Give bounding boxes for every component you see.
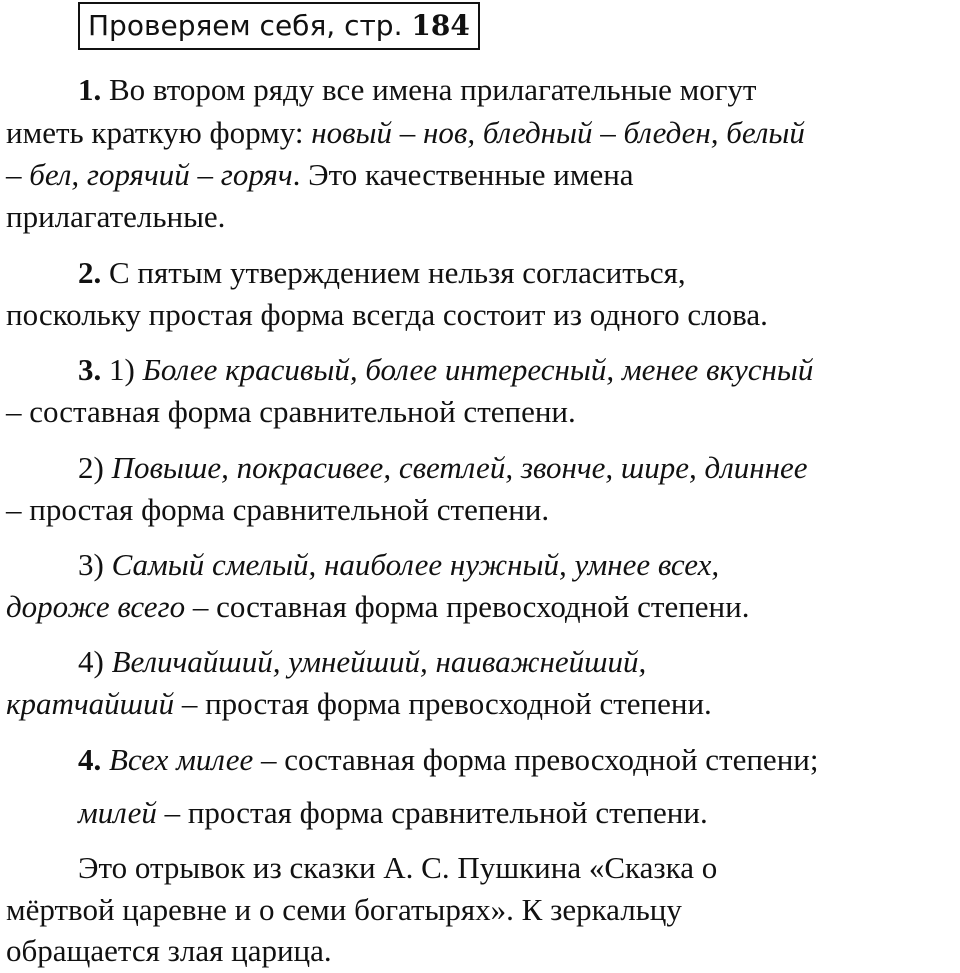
answer-4-number: 4. xyxy=(78,742,102,777)
answer-3-item-3 xyxy=(78,547,719,583)
item-2-text: – простая форма сравнительной степени. xyxy=(6,492,550,527)
answer-1-examples-2: – бел, горячий – горяч xyxy=(6,157,293,192)
closing-text-3: обращается злая царица. xyxy=(6,933,332,968)
answer-2-text: С пятым утверждением нельзя согласиться, xyxy=(101,255,686,290)
closing-line-2 xyxy=(6,892,682,928)
answer-3-item-2 xyxy=(78,450,808,486)
item-1-marker: 1) xyxy=(101,352,143,387)
item-1-text: – составная форма сравнительной степени. xyxy=(6,394,576,429)
answer-1-text: Во втором ряду все имена прилагательные могут xyxy=(101,72,757,107)
answer-3-item-2-line-2 xyxy=(6,492,549,528)
item-2-marker: 2) xyxy=(78,450,112,485)
item-4-examples: Величайший, умнейший, наиважнейший, xyxy=(111,644,647,679)
answer-3-item-3-line-2 xyxy=(6,589,749,625)
closing-text-2: мёртвой царевне и о семи богатырях». К зеркальцу xyxy=(6,892,682,927)
answer-3-item-1 xyxy=(78,352,813,388)
answer-3-item-4 xyxy=(78,644,646,680)
item-3-examples: Самый смелый, наиболее нужный, умнее всех, xyxy=(111,547,720,582)
answer-1-text-2: иметь краткую форму: xyxy=(6,115,312,150)
item-4-examples-2: кратчайший xyxy=(6,686,175,721)
item-4-marker: 4) xyxy=(78,644,112,679)
header-page-number: 184 xyxy=(411,9,470,42)
answer-4-line-2 xyxy=(78,795,708,831)
header-label: Проверяем себя, стр. xyxy=(88,9,403,42)
answer-1-number: 1. xyxy=(78,72,102,107)
answer-4-examples: Всех милее xyxy=(101,742,254,777)
closing-text-1: Это отрывок из сказки А. С. Пушкина «Сказка о xyxy=(78,850,718,885)
item-2-examples: Повыше, покрасивее, светлей, звонче, шире, длиннее xyxy=(111,450,808,485)
answer-1-examples: новый – нов, бледный – бледен, белый xyxy=(311,115,805,150)
item-3-text: – составная форма превосходной степени. xyxy=(185,589,750,624)
answer-1-text-3: . Это качественные имена xyxy=(292,157,634,192)
answer-2-line-1 xyxy=(78,255,686,291)
answer-2-line-2 xyxy=(6,297,768,333)
answer-1-line-3 xyxy=(6,157,634,193)
answer-4-text-2: – простая форма сравнительной степени. xyxy=(156,795,708,830)
answer-3-item-4-line-2 xyxy=(6,686,712,722)
answer-4-line-1 xyxy=(78,742,819,778)
answer-1-line-1 xyxy=(78,72,756,108)
closing-line-3 xyxy=(6,933,332,969)
closing-line-1 xyxy=(78,850,717,886)
section-header xyxy=(78,2,480,50)
answer-3-number: 3. xyxy=(78,352,102,387)
answer-2-number: 2. xyxy=(78,255,102,290)
item-3-marker: 3) xyxy=(78,547,112,582)
answer-2-text-2: поскольку простая форма всегда состоит из одного слова. xyxy=(6,297,768,332)
item-1-examples: Более красивый, более интересный, менее вкусный xyxy=(142,352,814,387)
item-3-examples-2: дороже всего xyxy=(6,589,186,624)
answer-4-examples-2: милей xyxy=(78,795,157,830)
answer-3-item-1-line-2 xyxy=(6,394,576,430)
answer-1-line-2 xyxy=(6,115,805,151)
answer-1-line-4 xyxy=(6,199,225,235)
answer-4-text: – составная форма превосходной степени; xyxy=(253,742,819,777)
answer-1-text-4: прилагательные. xyxy=(6,199,226,234)
item-4-text: – простая форма превосходной степени. xyxy=(174,686,712,721)
